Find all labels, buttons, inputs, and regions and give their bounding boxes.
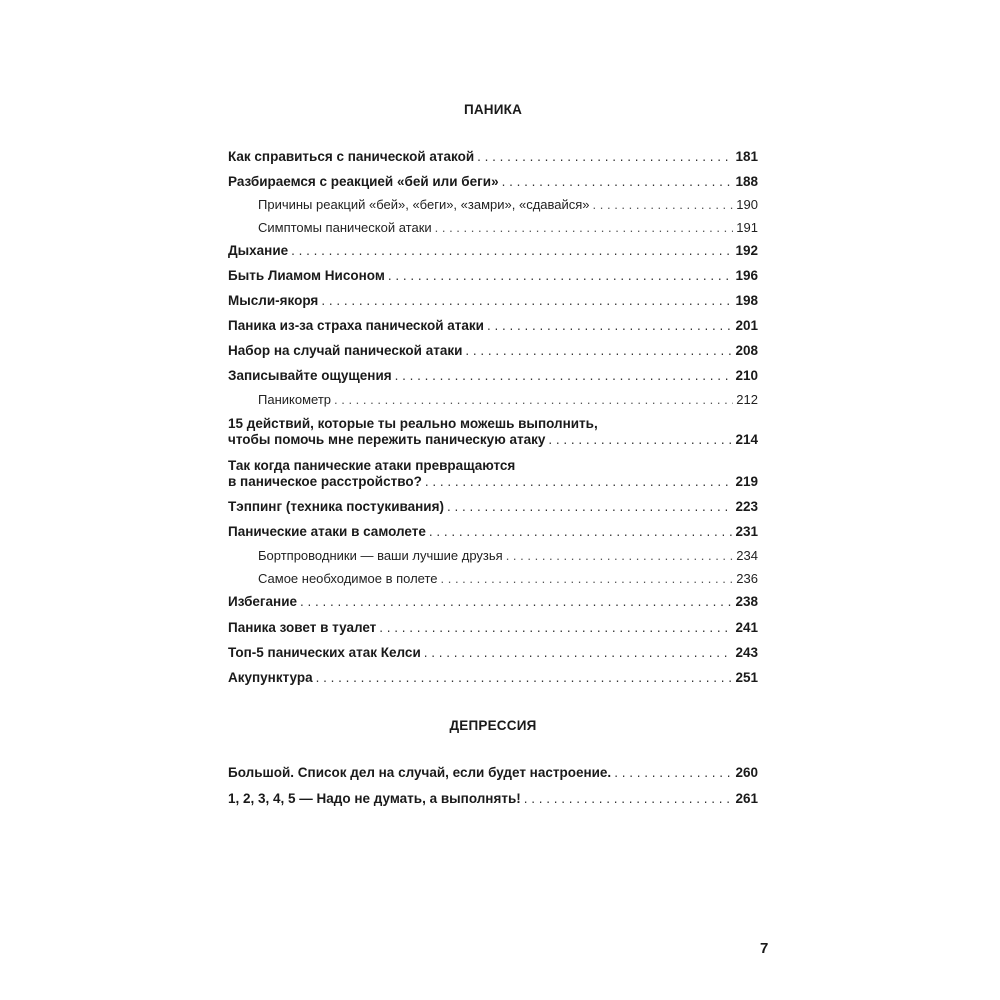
toc-entry-title: Как справиться с панической атакой xyxy=(228,149,475,164)
leader-dots xyxy=(424,645,733,661)
toc-entry-page: 238 xyxy=(735,594,758,609)
toc-entry-page: 219 xyxy=(735,474,758,489)
leader-dots xyxy=(502,174,733,190)
toc-entry-title: Бортпроводники — ваши лучшие друзья xyxy=(258,548,503,563)
leader-dots xyxy=(429,524,733,540)
toc-entry-page: 223 xyxy=(735,499,758,514)
toc-entry-page: 198 xyxy=(735,293,758,308)
toc-entry-page: 190 xyxy=(736,197,758,212)
toc-entry-page: 251 xyxy=(735,670,758,685)
toc-entry-page: 201 xyxy=(735,318,758,333)
toc-entry[interactable] xyxy=(228,458,758,490)
toc-entry-title-line1: Так когда панические атаки превращаются xyxy=(228,458,516,473)
toc-entry-title: Записывайте ощущения xyxy=(228,368,392,383)
leader-dots xyxy=(593,197,734,213)
toc-entry-page: 231 xyxy=(735,524,758,539)
toc-entry-page: 261 xyxy=(735,791,758,806)
toc-entry-title: Самое необходимое в полете xyxy=(258,571,438,586)
toc-entry[interactable] xyxy=(228,293,758,309)
toc-entry[interactable] xyxy=(228,268,758,284)
toc-entry-title: Мысли-якоря xyxy=(228,293,319,308)
toc-entry-title-line2: чтобы помочь мне пережить паническую атаку xyxy=(228,432,546,447)
toc-entry-page: 191 xyxy=(736,220,758,235)
toc-entry-page: 214 xyxy=(735,432,758,447)
leader-dots xyxy=(316,670,733,686)
toc-entry-title: Паникометр xyxy=(258,392,331,407)
toc-entry-page: 188 xyxy=(735,174,758,189)
toc-entry[interactable] xyxy=(228,149,758,165)
toc-entry-page: 208 xyxy=(735,343,758,358)
toc-entry-title: 1, 2, 3, 4, 5 — Надо не думать, а выполнять! xyxy=(228,791,521,806)
toc-subentry[interactable] xyxy=(258,220,758,236)
leader-dots xyxy=(300,594,732,610)
toc-entry-title: Разбираемся с реакцией «бей или беги» xyxy=(228,174,499,189)
toc-entry-title: Тэппинг (техника постукивания) xyxy=(228,499,444,514)
leader-dots xyxy=(447,499,733,515)
toc-entry-page: 236 xyxy=(736,571,758,586)
toc-entry-page: 210 xyxy=(735,368,758,383)
toc-entry[interactable] xyxy=(228,765,758,781)
leader-dots xyxy=(395,368,733,384)
toc-entry-title: Акупунктура xyxy=(228,670,313,685)
toc-entry-title: Дыхание xyxy=(228,243,289,258)
toc-entry-page: 234 xyxy=(736,548,758,563)
leader-dots xyxy=(524,791,733,807)
toc-entry[interactable] xyxy=(228,416,758,448)
leader-dots xyxy=(321,293,732,309)
leader-dots xyxy=(388,268,733,284)
toc-entry[interactable] xyxy=(228,343,758,359)
toc-subentry[interactable] xyxy=(258,197,758,213)
toc-entry-title: Симптомы панической атаки xyxy=(258,220,432,235)
leader-dots xyxy=(425,474,733,490)
section-title-panic: ПАНИКА xyxy=(463,102,523,117)
toc-entry-page: 192 xyxy=(735,243,758,258)
toc-entry-title: Топ-5 панических атак Келси xyxy=(228,645,421,660)
page-number: 7 xyxy=(760,940,769,957)
toc-entry[interactable] xyxy=(228,594,758,610)
toc-entry-page: 196 xyxy=(735,268,758,283)
leader-dots xyxy=(291,243,732,259)
leader-dots xyxy=(506,548,734,564)
toc-subentry[interactable] xyxy=(258,571,758,587)
toc-entry-title-line2: в паническое расстройство? xyxy=(228,474,422,489)
leader-dots xyxy=(548,432,732,448)
toc-entry[interactable] xyxy=(228,499,758,515)
toc-entry-page: 243 xyxy=(735,645,758,660)
toc-entry[interactable] xyxy=(228,620,758,636)
toc-entry-title: Причины реакций «бей», «беги», «замри», «сдавайся» xyxy=(258,197,590,212)
leader-dots xyxy=(477,149,732,165)
toc-entry-title: Большой. Список дел на случай, если будет настроение. xyxy=(228,765,612,780)
toc-entry[interactable] xyxy=(228,174,758,190)
toc-entry[interactable] xyxy=(228,645,758,661)
toc-subentry[interactable] xyxy=(258,548,758,564)
toc-entry[interactable] xyxy=(228,791,758,807)
toc-entry[interactable] xyxy=(228,670,758,686)
toc-entry-title: Паника из-за страха панической атаки xyxy=(228,318,484,333)
toc-entry[interactable] xyxy=(228,318,758,334)
toc-entry-title-line1: 15 действий, которые ты реально можешь выполнить, xyxy=(228,416,598,431)
toc-entry[interactable] xyxy=(228,243,758,259)
leader-dots xyxy=(487,318,733,334)
toc-entry-page: 181 xyxy=(735,149,758,164)
toc-subentry[interactable] xyxy=(258,392,758,408)
toc-entry-title: Паника зовет в туалет xyxy=(228,620,377,635)
leader-dots xyxy=(379,620,732,636)
toc-entry-title: Избегание xyxy=(228,594,298,609)
leader-dots xyxy=(465,343,732,359)
leader-dots xyxy=(614,765,732,781)
toc-entry-page: 212 xyxy=(736,392,758,407)
leader-dots xyxy=(435,220,734,236)
toc-entry-title: Набор на случай панической атаки xyxy=(228,343,463,358)
toc-entry-title: Панические атаки в самолете xyxy=(228,524,426,539)
section-title-depression: ДЕПРЕССИЯ xyxy=(449,718,537,733)
leader-dots xyxy=(334,392,733,408)
toc-entry[interactable] xyxy=(228,524,758,540)
leader-dots xyxy=(441,571,734,587)
toc-entry-page: 241 xyxy=(735,620,758,635)
toc-entry-title: Быть Лиамом Нисоном xyxy=(228,268,385,283)
toc-entry-page: 260 xyxy=(735,765,758,780)
toc-entry[interactable] xyxy=(228,368,758,384)
